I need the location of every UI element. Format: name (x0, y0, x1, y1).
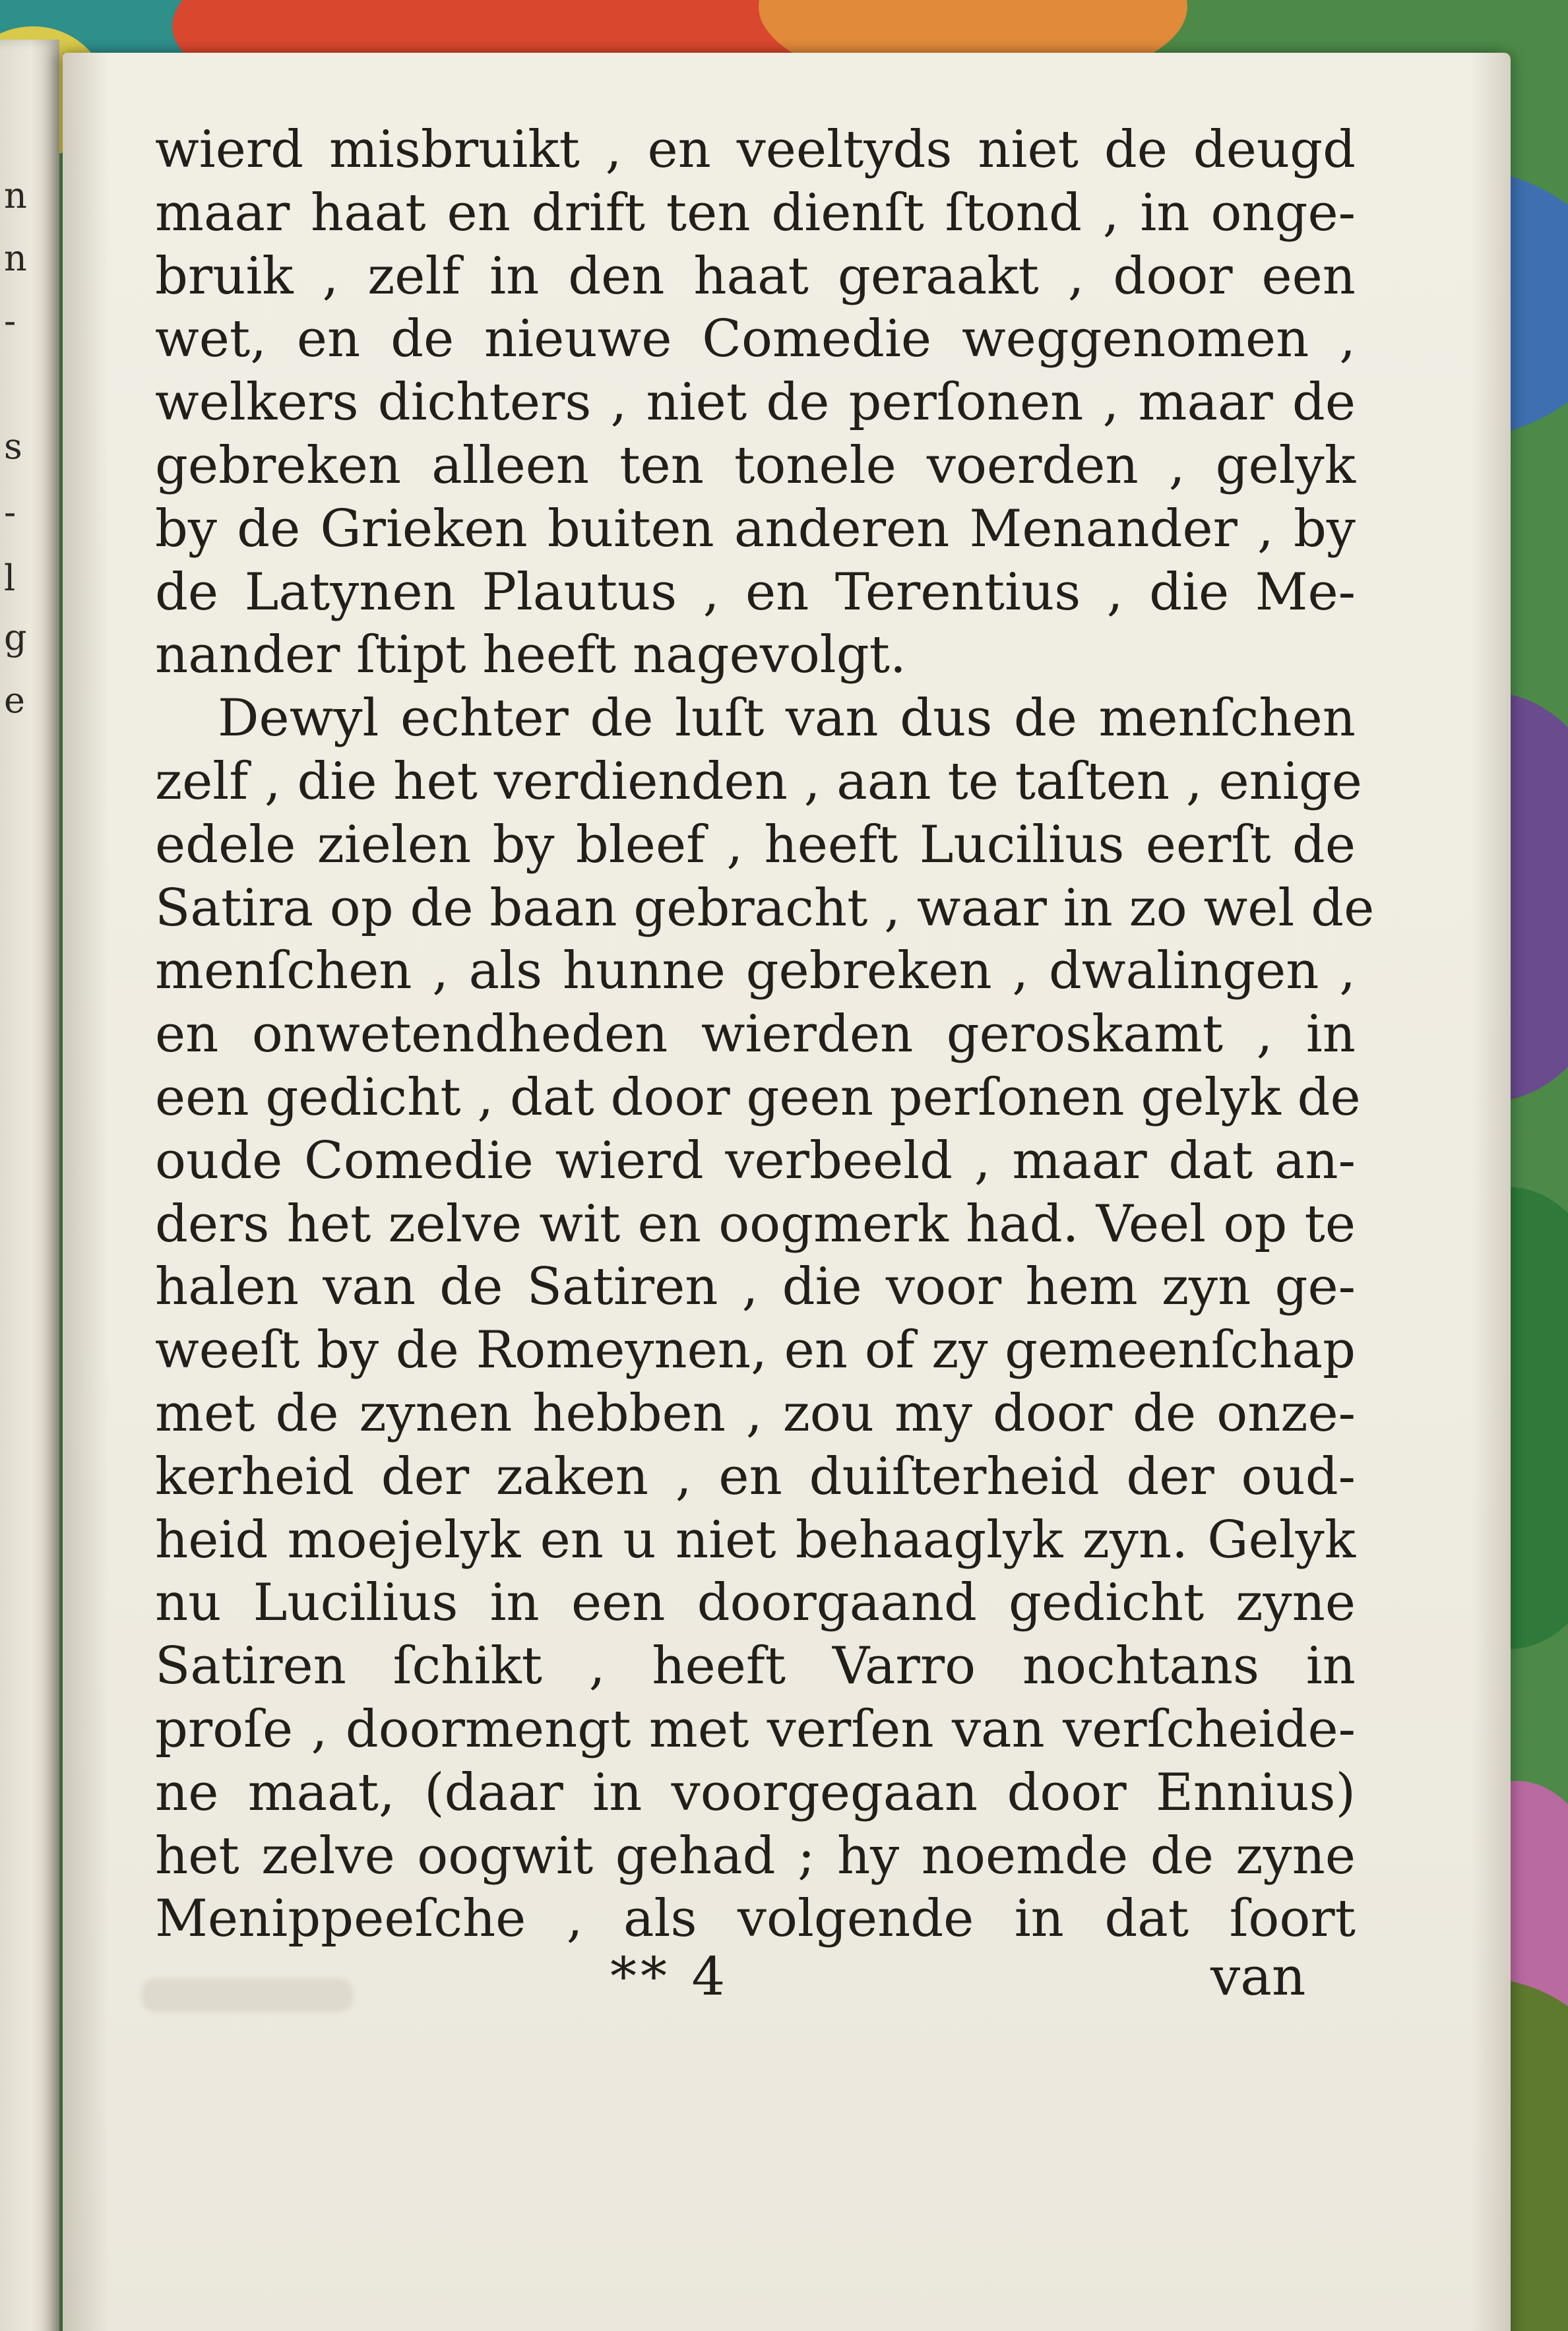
text-line: welkers dichters , niet de perſonen , maar de (155, 373, 1356, 433)
left-page-fragment: g (4, 617, 27, 658)
text-line: ders het zelve wit en oogmerk had. Veel op te (155, 1194, 1356, 1254)
signature-mark: ** 4 (610, 1946, 730, 2007)
text-line: oude Comedie wierd verbeeld , maar dat an- (155, 1131, 1356, 1191)
text-line: Satira op de baan gebracht , waar in zo wel de (155, 878, 1375, 938)
left-page-fragment: l (4, 557, 16, 599)
left-page-fragment: s (4, 425, 22, 467)
left-page-fragment: n (4, 175, 27, 216)
text-line: nu Lucilius in een doorgaand gedicht zyne (155, 1573, 1356, 1633)
text-line: met de zynen hebben , zou my door de onze- (155, 1383, 1356, 1443)
text-line: wierd misbruikt , en veeltyds niet de deugd (155, 120, 1356, 179)
left-page-fragment: e (4, 679, 25, 721)
text-line: Satiren ſchikt , heeft Varro nochtans in (155, 1636, 1356, 1696)
text-line: kerheid der zaken , en duiſterheid der oud- (155, 1446, 1356, 1507)
left-page-fragment: n (4, 237, 27, 279)
text-line: de Latynen Plautus , en Terentius , die Me- (155, 562, 1356, 622)
text-line: proſe , doormengt met verſen van verſcheide- (155, 1699, 1356, 1759)
text-line: en onwetendheden wierden geroskamt , in (155, 1005, 1356, 1065)
book-page (63, 53, 1511, 2331)
text-line: halen van de Satiren , die voor hem zyn ge- (155, 1257, 1356, 1317)
text-line: menſchen , als hunne gebreken , dwalingen , (155, 941, 1356, 1001)
ink-bleed-through (142, 1979, 353, 2012)
text-line-paragraph-start: Dewyl echter de luſt van dus de menſchen (218, 689, 1356, 749)
text-line: gebreken alleen ten tonele voerden , gelyk (155, 435, 1356, 495)
catchword: van (1210, 1946, 1306, 2007)
text-line-paragraph-end: nander ſtipt heeft nagevolgt. (155, 625, 906, 685)
left-page-fragment: - (4, 491, 16, 533)
body-text (155, 119, 1375, 1951)
text-line: zelf , die het verdienden , aan te taſten , enige (155, 751, 1362, 811)
left-facing-page (0, 40, 59, 2331)
text-line: een gedicht , dat door geen perſonen gelyk de (155, 1067, 1361, 1127)
text-line: Menippeeſche , als volgende in dat ſoort (155, 1889, 1356, 1949)
text-line: ne maat, (daar in voorgegaan door Ennius) (155, 1762, 1356, 1822)
text-line: edele zielen by bleef , heeft Lucilius eerſt de (155, 815, 1356, 875)
text-line: maar haat en drift ten dienſt ſtond , in onge- (155, 183, 1356, 243)
text-line: by de Grieken buiten anderen Menander , by (155, 499, 1356, 559)
text-line: weeſt by de Romeynen, en of zy gemeenſchap (155, 1321, 1356, 1381)
text-line: heid moejelyk en u niet behaaglyk zyn. Gelyk (155, 1510, 1356, 1570)
text-line: wet, en de nieuwe Comedie weggenomen , (155, 309, 1356, 369)
text-line: bruik , zelf in den haat geraakt , door een (155, 246, 1356, 306)
left-page-fragment: - (4, 300, 16, 342)
text-line: het zelve oogwit gehad ; hy noemde de zyne (155, 1826, 1356, 1886)
